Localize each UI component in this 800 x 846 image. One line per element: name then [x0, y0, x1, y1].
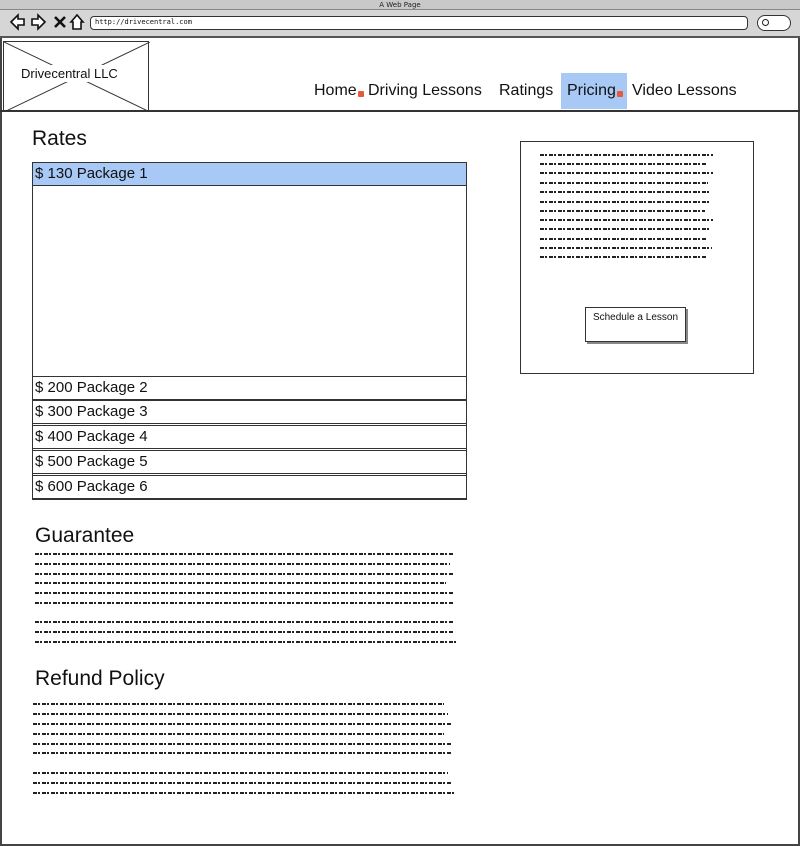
window-title: A Web Page [0, 0, 800, 10]
logo-text: Drivecentral LLC [18, 65, 121, 82]
nav-video-lessons[interactable] [632, 73, 737, 109]
nav-home[interactable] [314, 73, 364, 109]
rate-item-package-2[interactable]: $ 200 Package 2 [32, 376, 467, 400]
cursor-marker-icon [358, 91, 364, 97]
nav-pricing-label: Pricing [567, 82, 616, 99]
placeholder-text-line [33, 752, 451, 754]
placeholder-text-line [33, 713, 448, 715]
nav-video-lessons-label: Video Lessons [632, 82, 737, 99]
placeholder-text-line [540, 172, 713, 174]
placeholder-text-line [35, 563, 450, 565]
search-icon [762, 19, 769, 26]
placeholder-text-line [540, 191, 711, 193]
placeholder-text-line [540, 228, 710, 230]
placeholder-text-line [540, 210, 705, 212]
browser-toolbar [0, 10, 800, 38]
placeholder-text-line [35, 621, 453, 623]
placeholder-text-line [540, 247, 712, 249]
placeholder-text-line [35, 553, 453, 555]
placeholder-text-line [35, 582, 446, 584]
refund-policy-heading: Refund Policy [35, 667, 165, 690]
placeholder-text-line [540, 201, 710, 203]
placeholder-text-line [33, 733, 444, 735]
placeholder-text-line [35, 602, 453, 604]
address-bar[interactable]: http://drivecentral.com [90, 16, 748, 30]
placeholder-text-line [35, 641, 457, 643]
schedule-lesson-button[interactable]: Schedule a Lesson [585, 307, 686, 342]
placeholder-text-line [540, 219, 713, 221]
placeholder-text-line [35, 631, 453, 633]
placeholder-text-line [540, 163, 706, 165]
placeholder-text-line [33, 792, 455, 794]
nav-driving-lessons-label: Driving Lessons [368, 82, 482, 99]
nav-pricing[interactable] [561, 73, 627, 109]
placeholder-text-line [33, 703, 444, 705]
browser-search-field[interactable] [757, 15, 791, 31]
guarantee-heading: Guarantee [35, 524, 135, 547]
placeholder-text-line [540, 256, 706, 258]
cursor-marker-icon [617, 91, 623, 97]
back-arrow-icon[interactable] [9, 12, 25, 32]
rates-heading: Rates [32, 127, 87, 150]
placeholder-text-line [35, 573, 453, 575]
rate-item-package-4[interactable]: $ 400 Package 4 [32, 425, 467, 449]
rate-item-package-6[interactable]: $ 600 Package 6 [32, 475, 467, 499]
rate-item-package-5[interactable]: $ 500 Package 5 [32, 450, 467, 474]
nav-ratings-label: Ratings [499, 82, 554, 99]
nav-driving-lessons[interactable] [368, 73, 482, 109]
placeholder-text-line [35, 592, 453, 594]
home-icon[interactable] [69, 12, 85, 32]
placeholder-text-line [540, 238, 706, 240]
placeholder-text-line [33, 782, 451, 784]
placeholder-text-line [33, 743, 451, 745]
nav-ratings[interactable] [499, 73, 553, 109]
placeholder-text-line [33, 723, 451, 725]
rate-item-package-3[interactable]: $ 300 Package 3 [32, 400, 467, 424]
placeholder-text-line [540, 182, 708, 184]
nav-home-label: Home [314, 82, 357, 99]
logo-placeholder[interactable] [3, 41, 149, 111]
placeholder-text-line [540, 154, 713, 156]
placeholder-text-line [33, 772, 448, 774]
close-icon[interactable] [53, 12, 67, 32]
forward-arrow-icon[interactable] [31, 12, 47, 32]
rate-item-package-1[interactable]: $ 130 Package 1 [32, 162, 467, 186]
